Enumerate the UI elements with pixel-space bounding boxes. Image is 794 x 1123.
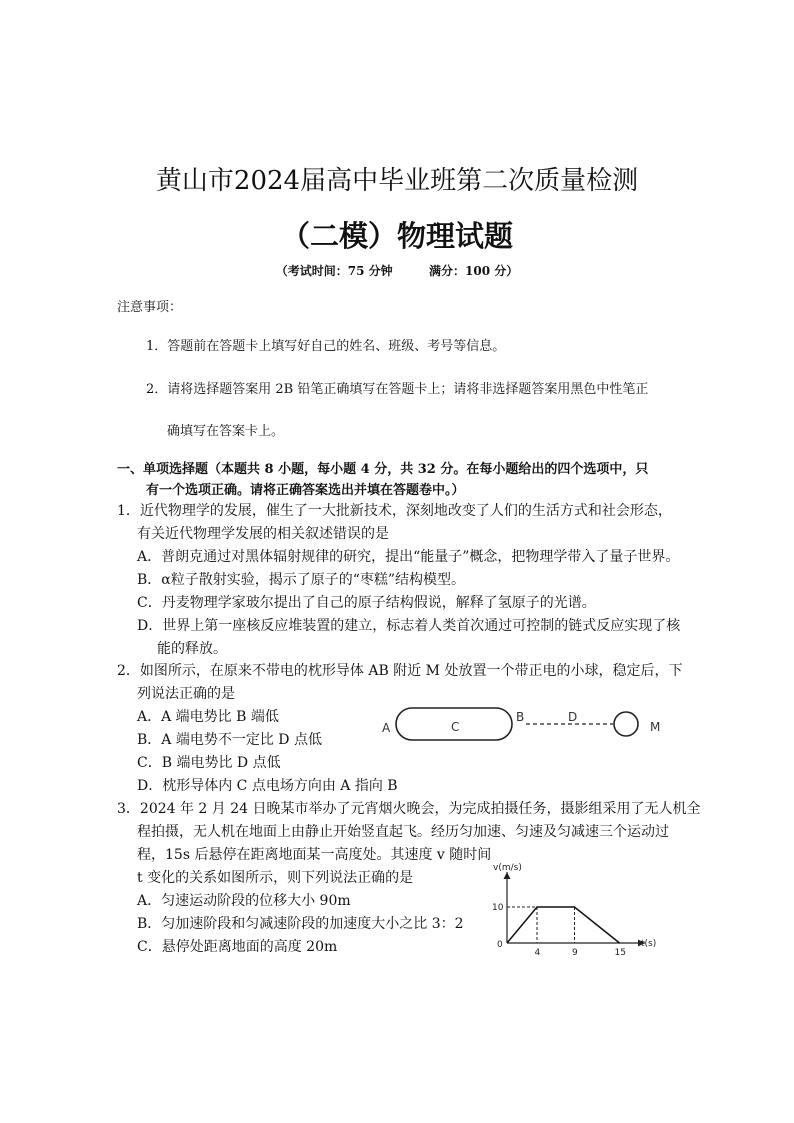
q1-option-b: B．α粒子散射实验，揭示了原子的“枣糕”结构模型。 [137,572,466,588]
q2-option-a: A．A 端电势比 B 端低 [137,709,279,725]
exam-info [0,262,794,279]
q2-conductor-figure [370,698,680,750]
y-axis-label: v(m/s) [493,863,522,873]
notes-heading: 注意事项： [117,300,183,315]
q3-stem-line-1: 3．2024 年 2 月 24 日晚某市举办了元宵烟火晚会，为完成拍摄任务，摄影组采用了无人机全 [117,801,701,817]
q2-label-b: B [516,710,525,724]
q2-label-c: C [451,720,460,734]
note-item-2-line-1: 2．请将选择题答案用 2B 铅笔正确填写在答题卡上；请将非选择题答案用黑色中性笔正 [146,382,649,397]
x-axis-label: t(s) [641,939,657,949]
exam-time: （考试时间：75 分钟 [275,264,393,278]
q3-option-b: B．匀加速阶段和匀减速阶段的加速度大小之比 3：2 [137,916,464,932]
q2-option-c: C．B 端电势比 D 点低 [137,755,281,771]
q3-stem-line-2: 程拍摄，无人机在地面上由静止开始竖直起飞。经历匀加速、匀速及匀减速三个运动过 [137,824,669,840]
q2-stem-line-1: 2．如图所示，在原来不带电的枕形导体 AB 附近 M 处放置一个带正电的小球，稳定后，下 [117,663,683,679]
q1-option-a: A．普朗克通过对黑体辐射规律的研究，提出“能量子”概念，把物理学带入了量子世界。 [137,549,680,565]
q3-stem-line-3: 程，15s 后悬停在距离地面某一高度处。其速度 v 随时间 [137,847,492,863]
q2-label-d: D [568,710,578,724]
x-tick-label-15: 15 [614,948,626,958]
q2-label-m: M [650,720,661,734]
y-tick-label-10: 10 [492,903,504,913]
q1-option-d-line-2: 能的释放。 [157,641,227,657]
x-tick-label-9: 9 [572,948,578,958]
q1-stem-line-2: 有关近代物理学发展的相关叙述错误的是 [137,526,389,542]
exam-title: 黄山市2024届高中毕业班第二次质量检测 [155,166,639,196]
q2-charged-ball [614,712,638,736]
exam-subtitle: （二模）物理试题 [280,219,513,253]
q2-option-b: B．A 端电势不一定比 D 点低 [137,732,322,748]
velocity-series-line [507,907,620,943]
full-score: 满分：100 分） [429,264,519,278]
q1-option-c: C．丹麦物理学家玻尔提出了自己的原子结构假说，解释了氢原子的光谱。 [137,595,596,611]
section-heading-line-1: 一、单项选择题（本题共 8 小题，每小题 4 分，共 32 分。在每小题给出的四个选项中，只 [117,462,649,477]
q3-velocity-time-chart [485,858,670,968]
q3-stem-line-4: t 变化的关系如图所示，则下列说法正确的是 [137,870,414,886]
section-heading-line-2: 有一个选项正确。请将正确答案选出并填在答题卷中。） [146,483,465,498]
x-tick-label-4: 4 [534,948,541,958]
q3-option-a: A．匀速运动阶段的位移大小 90m [137,893,351,909]
q2-stem-line-2: 列说法正确的是 [137,686,235,702]
q1-option-d-line-1: D．世界上第一座核反应堆装置的建立，标志着人类首次通过可控制的链式反应实现了核 [137,618,681,634]
q2-label-a: A [382,721,391,735]
note-item-1: 1．答题前在答题卡上填写好自己的姓名、班级、考号等信息。 [146,339,506,354]
q2-option-d: D．枕形导体内 C 点电场方向由 A 指向 B [137,778,398,794]
q3-option-c: C．悬停处距离地面的高度 20m [137,939,338,955]
origin-label: 0 [497,940,503,950]
note-item-2-line-2: 确填写在答案卡上。 [167,424,285,439]
q1-stem-line-1: 1．近代物理学的发展，催生了一大批新技术，深刻地改变了人们的生活方式和社会形态， [117,503,672,519]
